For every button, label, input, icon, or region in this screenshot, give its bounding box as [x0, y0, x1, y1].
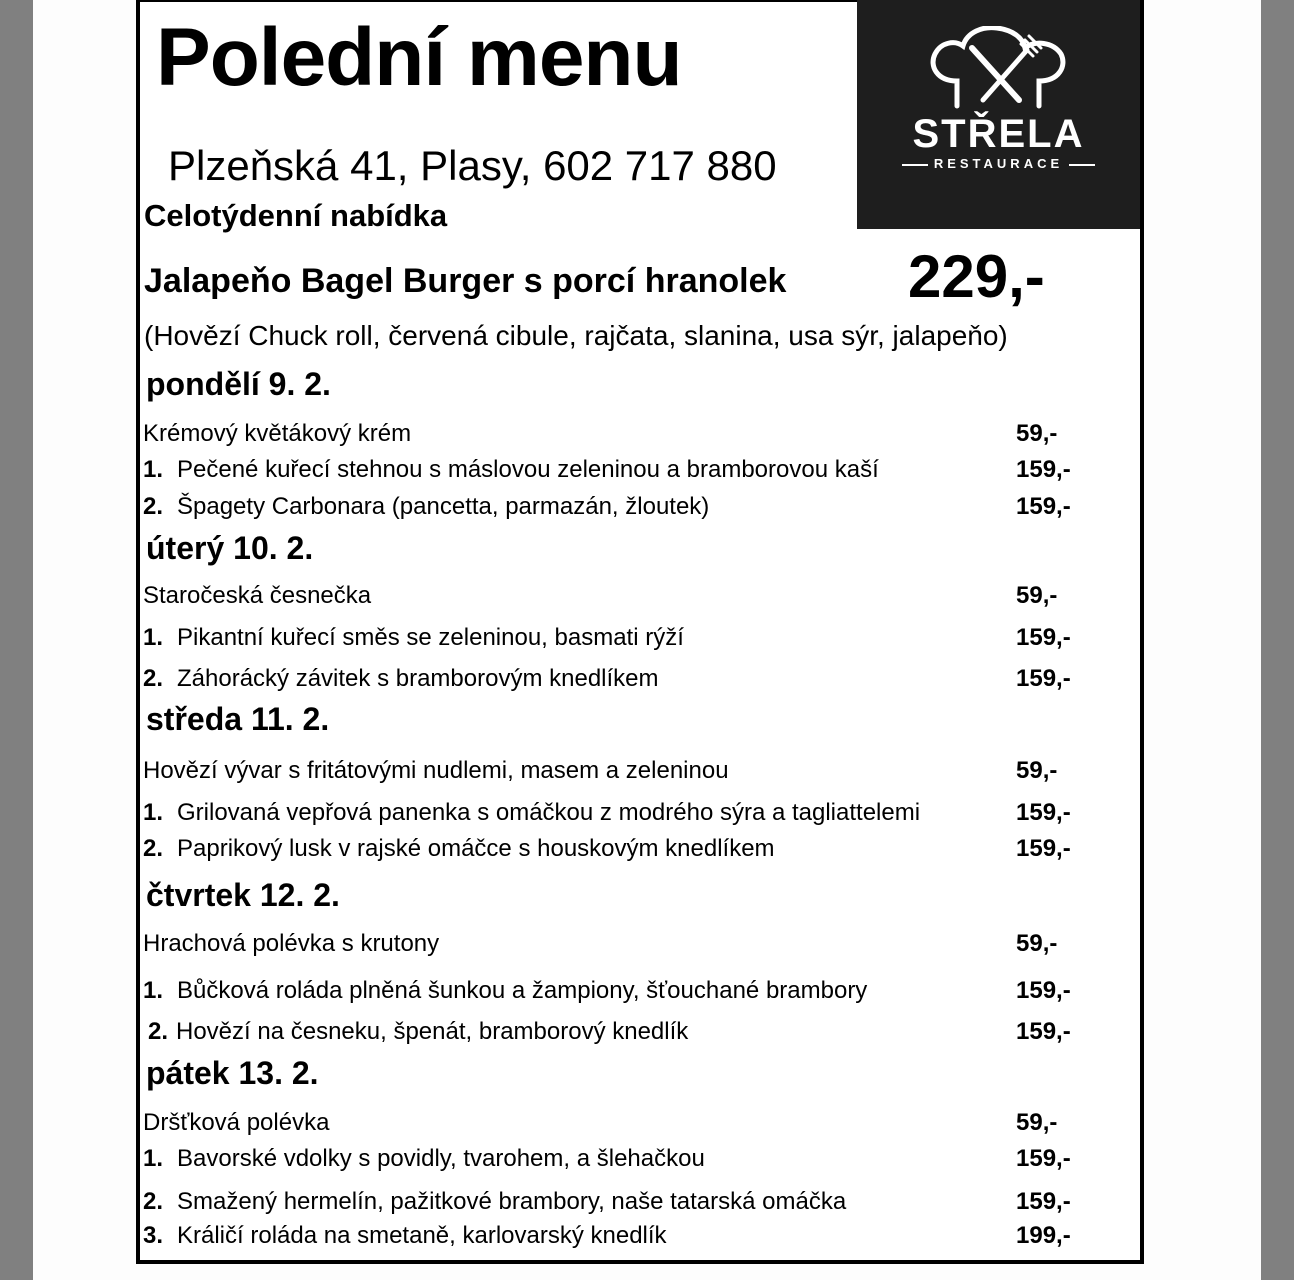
menu-item: 1. Grilovaná vepřová panenka s omáčkou z modrého sýra a tagliattelemi 159,-	[143, 799, 1071, 826]
menu-item: 2. Smažený hermelín, pažitkové brambory, naše tatarská omáčka 159,-	[143, 1188, 1071, 1215]
weekly-offer-description: (Hovězí Chuck roll, červená cibule, rajčata, slanina, usa sýr, jalapeňo)	[144, 320, 1008, 351]
weekly-offer-label: Celotýdenní nabídka	[144, 198, 448, 233]
day-heading-thursday: čtvrtek 12. 2.	[146, 877, 340, 913]
menu-item: 3. Králičí roláda na smetaně, karlovarský knedlík 199,-	[143, 1222, 1071, 1249]
restaurant-address: Plzeňská 41, Plasy, 602 717 880	[168, 142, 777, 189]
logo-subtitle: RESTAURACE	[857, 156, 1140, 171]
menu-item: Hrachová polévka s krutony 59,-	[143, 930, 1058, 957]
menu-item: Krémový květákový krém 59,-	[143, 420, 1058, 447]
day-heading-monday: pondělí 9. 2.	[146, 366, 331, 402]
menu-item: 1. Pečené kuřecí stehnou s máslovou zeleninou a bramborovou kaší 159,-	[143, 456, 1071, 483]
menu-item: 1. Bavorské vdolky s povidly, tvarohem, a šlehačkou 159,-	[143, 1145, 1071, 1172]
logo-name: STŘELA	[912, 112, 1085, 156]
menu-item: 2. Záhorácký závitek s bramborovým knedlíkem 159,-	[143, 665, 1071, 692]
page-title: Polední menu	[156, 12, 682, 103]
weekly-offer-price: 229,-	[908, 243, 1045, 310]
day-heading-friday: pátek 13. 2.	[146, 1055, 319, 1091]
menu-item: 2. Paprikový lusk v rajské omáčce s houskovým knedlíkem 159,-	[143, 835, 1071, 862]
menu-item: 2. Špagety Carbonara (pancetta, parmazán, žloutek) 159,-	[143, 493, 1071, 520]
weekly-offer-item: Jalapeňo Bagel Burger s porcí hranolek	[144, 262, 787, 300]
menu-item: Dršťková polévka 59,-	[143, 1109, 1058, 1136]
chef-hat-knife-fork-icon	[927, 26, 1070, 111]
day-heading-wednesday: středa 11. 2.	[146, 701, 330, 737]
menu-item: Staročeská česnečka 59,-	[143, 582, 1058, 609]
menu-item: 2. Hovězí na česneku, špenát, bramborový knedlík 159,-	[148, 1018, 1071, 1045]
menu-item: Hovězí vývar s fritátovými nudlemi, masem a zeleninou 59,-	[143, 757, 1058, 784]
menu-item: 1. Bůčková roláda plněná šunkou a žampiony, šťouchané brambory 159,-	[143, 977, 1071, 1004]
day-heading-tuesday: úterý 10. 2.	[146, 530, 314, 566]
restaurant-logo	[857, 0, 1140, 229]
menu-item: 1. Pikantní kuřecí směs se zeleninou, basmati rýží 159,-	[143, 624, 1071, 651]
